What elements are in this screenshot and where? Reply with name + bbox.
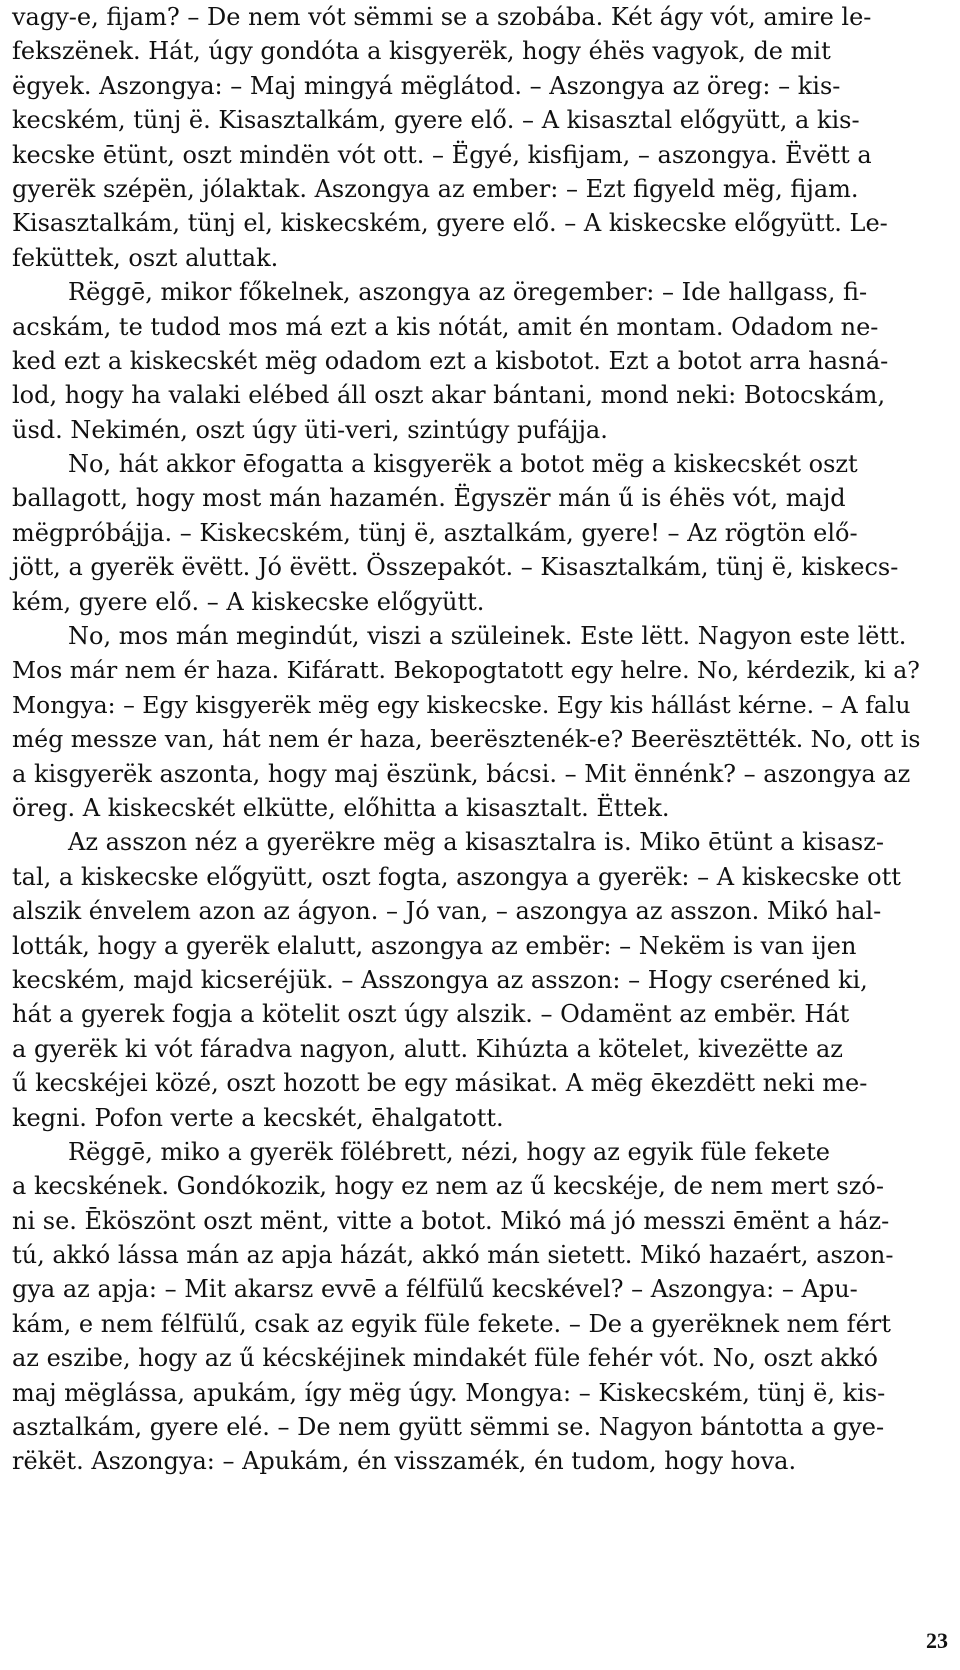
text-line: rëkët. Aszongya: – Apukám, én visszamék, én tudom, hogy hova. [12, 1447, 797, 1476]
text-line: lod, hogy ha valaki elébed áll oszt akar bántani, mond neki: Botocskám, [12, 381, 886, 410]
text-line: gyerëk szépën, jólaktak. Aszongya az ember: – Ezt figyeld mëg, fijam. [12, 174, 859, 203]
text-line: ballagott, hogy most mán hazamén. Ëgyszër mán ű is éhës vót, majd [12, 484, 846, 513]
text-line: mëgpróbájja. – Kiskecském, tünj ë, asztalkám, gyere! – Az rögtön elő- [12, 518, 858, 547]
text-line: üsd. Nekimén, oszt úgy üti-veri, szintúgy pufájja. [12, 415, 608, 444]
text-line: ëgyek. Aszongya: – Maj mingyá mëglátod. – Aszongya az öreg: – kis- [12, 71, 841, 100]
text-line: Rëggē, miko a gyerëk fölébrett, nézi, hogy az egyik füle fekete [68, 1137, 830, 1166]
text-line: Kisasztalkám, tünj el, kiskecském, gyere elő. – A kiskecske előgyütt. Le- [12, 209, 888, 238]
text-line: No, hát akkor ēfogatta a kisgyerëk a botot mëg a kiskecskét oszt [68, 450, 858, 479]
text-line: gya az apja: – Mit akarsz evvē a félfülű kecskével? – Aszongya: – Apu- [12, 1275, 858, 1304]
text-line: hát a gyerek fogja a kötelit oszt úgy alszik. – Odamënt az embër. Hát [12, 1000, 850, 1029]
text-line: ked ezt a kiskecskét mëg odadom ezt a kisbotot. Ezt a botot arra hasná- [12, 346, 889, 375]
text-line: Mongya: – Egy kisgyerëk mëg egy kiskecske. Egy kis hállást kérne. – A falu [12, 690, 911, 719]
text-line: kám, e nem félfülű, csak az egyik füle fekete. – De a gyerëknek nem fért [12, 1309, 891, 1338]
text-line: még messze van, hát nem ér haza, beerësztenék-e? Beerësztëtték. No, ott is [12, 725, 921, 754]
text-line: kecském, tünj ë. Kisasztalkám, gyere elő. – A kisasztal előgyütt, a kis- [12, 106, 860, 135]
text-line: tú, akkó lássa mán az apja házát, akkó mán sietett. Mikó hazaért, aszon- [12, 1241, 894, 1270]
text-line: öreg. A kiskecskét elkütte, előhitta a kisasztalt. Ëttek. [12, 793, 670, 822]
text-line: jött, a gyerëk ëvëtt. Jó ëvëtt. Összepakót. – Kisasztalkám, tünj ë, kiskecs- [12, 553, 899, 582]
text-line: Mos már nem ér haza. Kifáratt. Bekopogtatott egy helre. No, kérdezik, ki a? [12, 656, 920, 685]
text-line: kegni. Pofon verte a kecskét, ēhalgatott. [12, 1103, 504, 1132]
text-line: vagy-e, fijam? – De nem vót sëmmi se a szobába. Két ágy vót, amire le- [12, 3, 872, 31]
text-line: a kisgyerëk aszonta, hogy maj ëszünk, bácsi. – Mit ënnénk? – aszongya az [12, 759, 911, 788]
text-line: a gyerëk ki vót fáradva nagyon, alutt. Kihúzta a kötelet, kivezëtte az [12, 1034, 843, 1063]
text-line: az eszibe, hogy az ű kécskéjinek mindakét füle fehér vót. No, oszt akkó [12, 1344, 878, 1373]
text-line: feküttek, oszt aluttak. [12, 243, 279, 272]
text-line: No, mos mán megindút, viszi a szüleinek. Este lëtt. Nagyon este lëtt. [68, 622, 907, 651]
text-line: alszik énvelem azon az ágyon. – Jó van, – aszongya az asszon. Mikó hal- [12, 897, 882, 926]
text-line: a kecskének. Gondókozik, hogy ez nem az ű kecskéje, de nem mert szó- [12, 1172, 884, 1201]
text-line: Az asszon néz a gyerëkre mëg a kisasztalra is. Miko ētünt a kisasz- [68, 828, 884, 857]
page-number: 23 [926, 1628, 948, 1653]
text-line: lották, hogy a gyerëk elalutt, aszongya az embër: – Nekëm is van ijen [12, 931, 857, 960]
text-line: ni se. Ēköszönt oszt mënt, vitte a botot. Mikó má jó messzi ēmënt a ház- [12, 1206, 890, 1235]
text-line: asztalkám, gyere elé. – De nem gyütt sëmmi se. Nagyon bántotta a gye- [12, 1413, 885, 1442]
text-line: kém, gyere elő. – A kiskecske előgyütt. [12, 587, 485, 616]
text-line: Rëggē, mikor főkelnek, aszongya az öregember: – Ide hallgass, fi- [68, 278, 868, 307]
text-line: kecske ētünt, oszt mindën vót ott. – Ëgyé, kisfijam, – aszongya. Ëvëtt a [12, 140, 872, 169]
text-line: maj mëglássa, apukám, így mëg úgy. Mongya: – Kiskecském, tünj ë, kis- [12, 1378, 886, 1407]
text-line: ű kecskéjei közé, oszt hozott be egy másikat. A mëg ēkezdëtt neki me- [12, 1069, 868, 1098]
text-line: tal, a kiskecske előgyütt, oszt fogta, aszongya a gyerëk: – A kiskecske ott [12, 862, 901, 891]
text-line: kecském, majd kicseréjük. – Asszongya az asszon: – Hogy cseréned ki, [12, 965, 868, 994]
text-line: fekszënek. Hát, úgy gondóta a kisgyerëk, hogy éhës vagyok, de mit [12, 37, 831, 66]
text-line: acskám, te tudod mos má ezt a kis nótát, amit én montam. Odadom ne- [12, 312, 879, 341]
page-body [12, 0, 920, 1479]
